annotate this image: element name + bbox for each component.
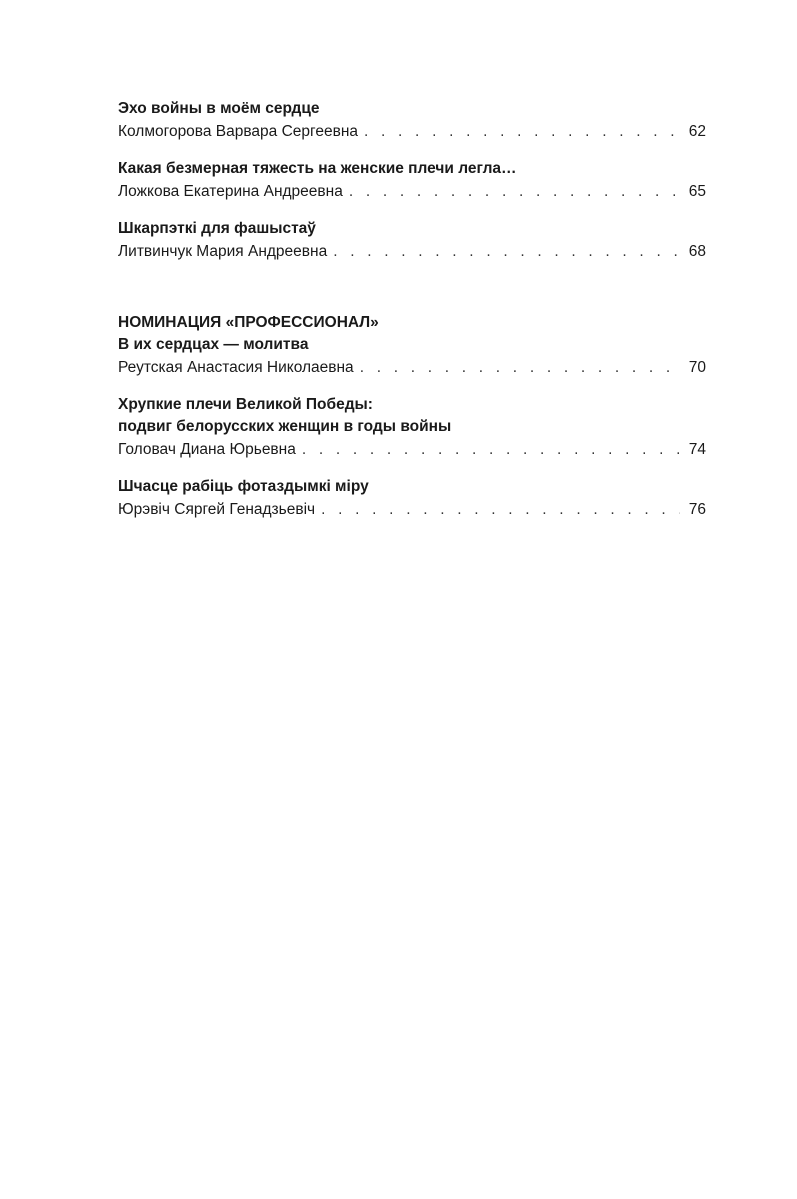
toc-entry[interactable] bbox=[118, 334, 706, 380]
entry-author: Колмогорова Варвара Сергеевна bbox=[118, 123, 359, 140]
toc-entry[interactable] bbox=[118, 394, 706, 462]
dot-leader bbox=[349, 180, 680, 204]
entry-page-number: 70 bbox=[688, 359, 706, 376]
dot-leader bbox=[302, 438, 680, 462]
section-heading: НОМИНАЦИЯ «ПРОФЕССИОНАЛ» bbox=[118, 314, 379, 331]
entry-page-number: 74 bbox=[688, 441, 706, 458]
entry-author: Реутская Анастасия Николаевна bbox=[118, 359, 354, 376]
toc-entry[interactable] bbox=[118, 158, 706, 204]
entry-title: В их сердцах — молитва bbox=[118, 336, 309, 353]
entry-author: Головач Диана Юрьевна bbox=[118, 441, 296, 458]
entry-page-number: 76 bbox=[688, 501, 706, 518]
entry-page-number: 62 bbox=[688, 123, 706, 140]
dot-leader bbox=[333, 240, 680, 264]
dot-leader bbox=[321, 498, 680, 522]
entry-author-line bbox=[118, 498, 706, 522]
entry-author: Ложкова Екатерина Андреевна bbox=[118, 183, 343, 200]
entry-author-line bbox=[118, 356, 706, 380]
dot-leader bbox=[364, 120, 680, 144]
entry-author-line bbox=[118, 120, 706, 144]
entry-title: Эхо войны в моём сердце bbox=[118, 100, 320, 117]
entry-title: Шкарпэткі для фашыстаў bbox=[118, 220, 316, 237]
entry-author: Юрэвіч Сяргей Генадзьевіч bbox=[118, 501, 316, 518]
dot-leader bbox=[360, 356, 680, 380]
entry-author-line bbox=[118, 240, 706, 264]
entry-author-line bbox=[118, 438, 706, 462]
toc-entry[interactable] bbox=[118, 476, 706, 522]
table-of-contents bbox=[118, 98, 706, 536]
entry-author-line bbox=[118, 180, 706, 204]
entry-title: Какая безмерная тяжесть на женские плечи легла… bbox=[118, 160, 517, 177]
entry-title: Хрупкие плечи Великой Победы: bbox=[118, 396, 373, 413]
entry-title: Шчасце рабіць фотаздымкі міру bbox=[118, 478, 369, 495]
entry-title-continued: подвиг белорусских женщин в годы войны bbox=[118, 418, 452, 435]
toc-entry[interactable] bbox=[118, 98, 706, 144]
toc-entry[interactable] bbox=[118, 218, 706, 264]
entry-page-number: 68 bbox=[688, 243, 706, 260]
entry-page-number: 65 bbox=[688, 183, 706, 200]
entry-author: Литвинчук Мария Андреевна bbox=[118, 243, 328, 260]
section-spacer bbox=[118, 278, 706, 312]
